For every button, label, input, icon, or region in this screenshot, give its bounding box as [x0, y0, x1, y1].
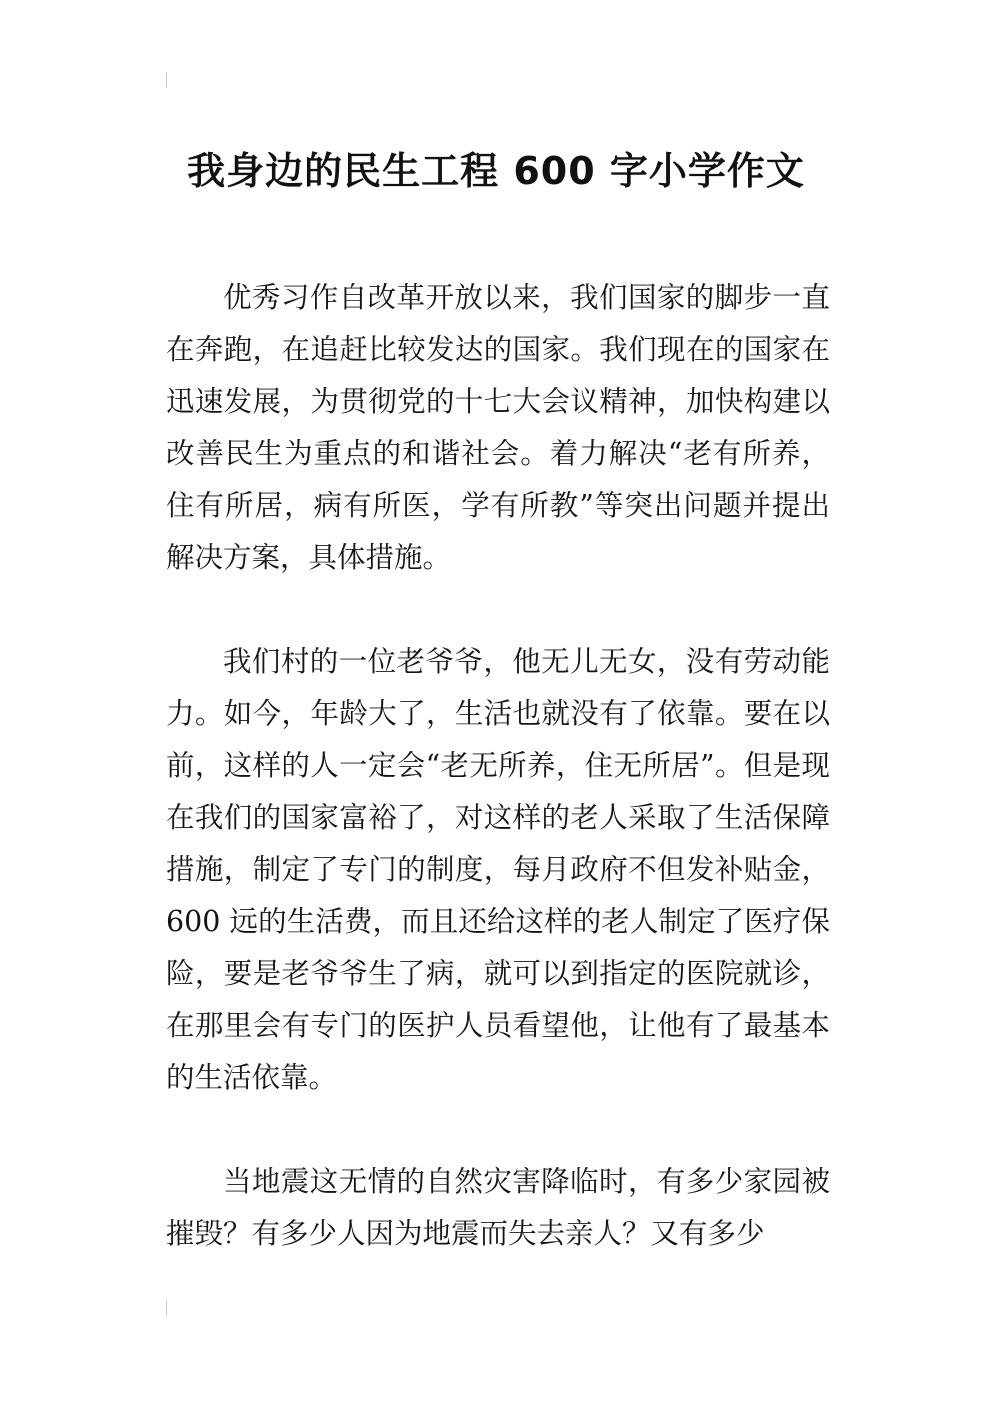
page-margin-mark-top — [166, 72, 167, 88]
paragraph-2: 我们村的一位老爷爷，他无儿无女，没有劳动能力。如今，年龄大了，生活也就没有了依靠。要在以前，这样的人一定会“老无所养，住无所居”。但是现在我们的国家富裕了，对这样的老人采取了生活保障措施，制定了专门的制度，每月政府不但发补贴金，600 远的生活费，而且还给这样的老人制定了医疗保险，要是老爷爷生了病，就可以到指定的医院就诊，在那里会有专门的医护人员看望他，让他有了最基本的生活依靠。 — [166, 645, 830, 1094]
document-title: 我身边的民生工程 600 字小学作文 — [187, 149, 805, 194]
page-margin-mark-bottom — [166, 1300, 167, 1316]
paragraph-3: 当地震这无情的自然灾害降临时，有多少家园被摧毁？有多少人因为地震而失去亲人？又有多少 — [166, 1165, 830, 1250]
document-body — [166, 272, 830, 1260]
paragraph-1: 优秀习作自改革开放以来，我们国家的脚步一直在奔跑，在追赶比较发达的国家。我们现在的国家在迅速发展，为贯彻党的十七大会议精神，加快构建以改善民生为重点的和谐社会。着力解决“老有所养，住有所居，病有所医，学有所教”等突出问题并提出解决方案，具体措施。 — [166, 281, 830, 574]
